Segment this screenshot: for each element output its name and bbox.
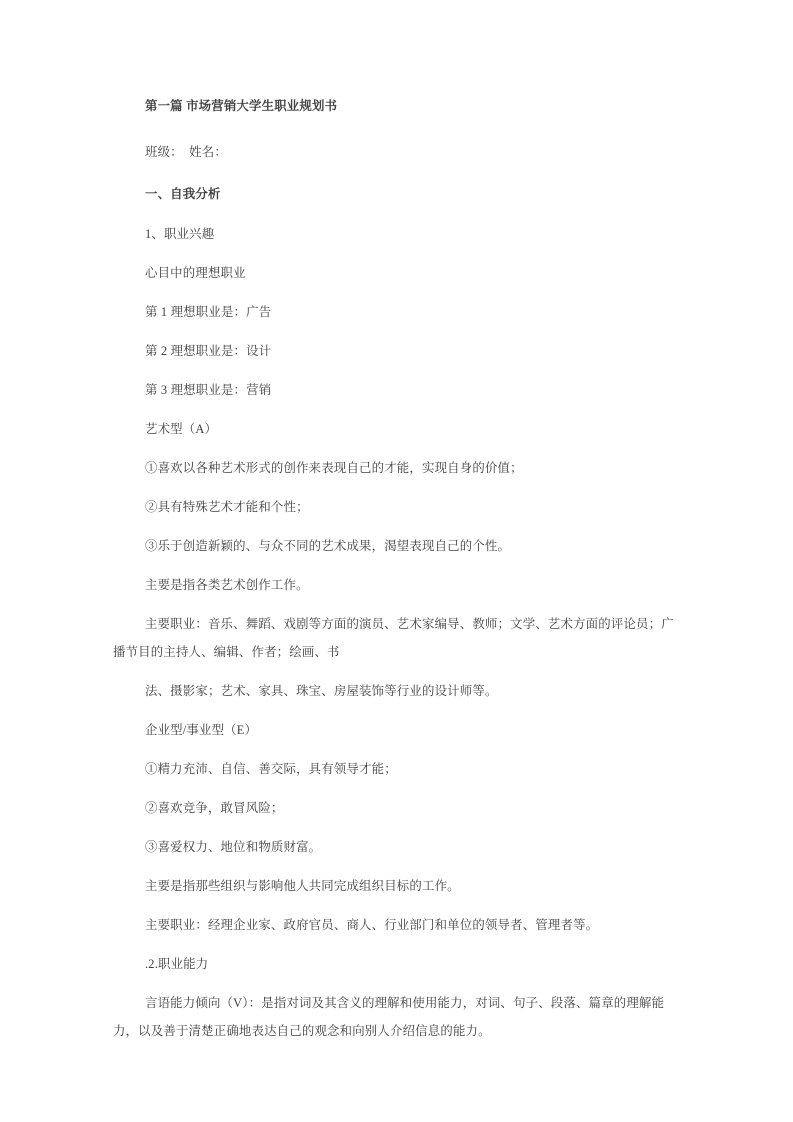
- subheading-artistic-type: 艺术型（A）: [145, 422, 218, 436]
- subheading-enterprise-type: 企业型/事业型（E）: [145, 723, 258, 737]
- document-body: [113, 92, 680, 1045]
- paragraph-verbal-ability: 言语能力倾向（V）：是指对词及其含义的理解和使用能力，对词、句子、段落、篇章的理解能力，以及善于清楚正确地表达自己的观念和向别人介绍信息的能力。: [113, 996, 665, 1038]
- paragraph-ideal-career-1: 第 1 理想职业是：广告: [145, 305, 272, 319]
- paragraph-enterprise-occupations: 主要职业：经理企业家、政府官员、商人、行业部门和单位的领导者、管理者等。: [145, 918, 599, 932]
- paragraph-artistic-occupations-cont: 法、摄影家；艺术、家具、珠宝、房屋装饰等行业的设计师等。: [145, 684, 498, 698]
- paragraph-enterprise-point-3: ③喜爱权力、地位和物质财富。: [145, 840, 322, 854]
- paragraph-artistic-point-1: ①喜欢以各种艺术形式的创作来表现自己的才能，实现自身的价值；: [145, 461, 523, 475]
- section-heading-self-analysis: 一、自我分析: [145, 187, 221, 201]
- subheading-career-ability: .2.职业能力: [145, 957, 209, 971]
- paragraph-artistic-point-2: ②具有特殊艺术才能和个性；: [145, 500, 309, 514]
- paragraph-artistic-summary: 主要是指各类艺术创作工作。: [145, 578, 309, 592]
- paragraph-ideal-career-2: 第 2 理想职业是：设计: [145, 344, 272, 358]
- paragraph-artistic-occupations: 主要职业：音乐、舞蹈、戏剧等方面的演员、艺术家编导、教师；文学、艺术方面的评论员；广播节目的主持人、编辑、作者；绘画、书: [113, 617, 674, 659]
- paragraph-ideal-career-3: 第 3 理想职业是：营销: [145, 383, 272, 397]
- paragraph-artistic-point-3: ③乐于创造新颖的、与众不同的艺术成果，渴望表现自己的个性。: [145, 539, 511, 553]
- class-name-line: 班级： 姓名：: [145, 145, 227, 159]
- paragraph-enterprise-summary: 主要是指那些组织与影响他人共同完成组织目标的工作。: [145, 879, 460, 893]
- document-title: 第一篇 市场营销大学生职业规划书: [145, 99, 338, 113]
- paragraph-ideal-career-intro: 心目中的理想职业: [145, 266, 246, 280]
- paragraph-enterprise-point-2: ②喜欢竞争，敢冒风险；: [145, 801, 284, 815]
- paragraph-enterprise-point-1: ①精力充沛、自信、善交际，具有领导才能；: [145, 762, 397, 776]
- subheading-career-interest: 1、职业兴趣: [145, 227, 215, 241]
